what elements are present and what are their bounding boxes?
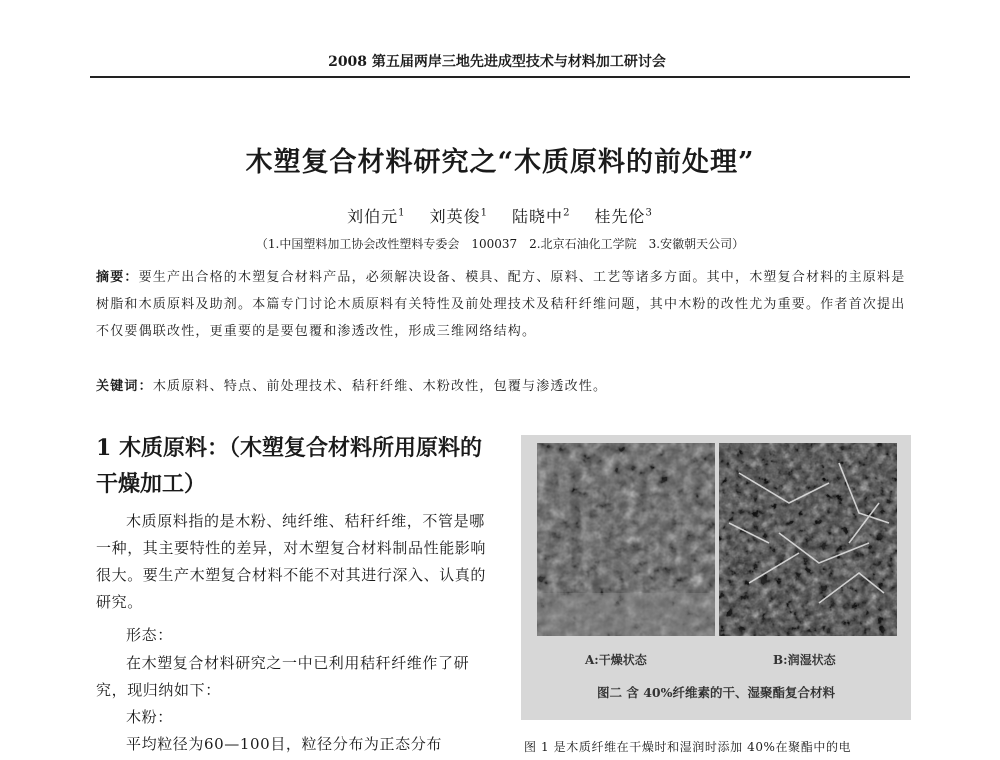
conference-header: 2008 第五届两岸三地先进成型技术与材料加工研讨会 [328,54,666,70]
author-name: 刘英俊 [429,207,481,226]
abstract-text: 要生产出合格的木塑复合材料产品，必须解决设备、模具、配方、原料、工艺等诸多方面。其中，木塑复合材料的主原料是树脂和木质原料及助剂。本篇专门讨论木质原料有关特性及前处理技术及秸秆纤维问题，其中木粉的改性尤为重要。作者首次提出不仅要偶联改性，更重要的是要包覆和渗透改性，形成三维网络结构。 [96,270,906,339]
author-1 [347,207,405,226]
body-paragraph-2: 在木塑复合材料研究之一中已利用秸秆纤维作了研究，现归纳如下： [96,654,470,699]
author-name: 桂先伦 [594,207,646,226]
figure-caption: 图二 含 40%纤维素的干、湿聚酯复合材料 [597,685,835,700]
sem-figure [521,435,911,720]
author-sup: 2 [563,207,571,219]
keywords-label: 关键词： [96,379,153,394]
section-heading: 1 木质原料：（木塑复合材料所用原料的干燥加工） [96,435,482,497]
sem-panel-dry [537,443,715,636]
figure-label-wet: B:润湿状态 [773,653,836,667]
keywords [96,373,908,400]
author-3 [512,207,570,226]
author-4 [595,207,653,226]
figure-description: 图 1 是木质纤维在干燥时和湿润时添加 40%在聚酯中的电 [524,740,852,754]
abstract [96,264,908,345]
affiliations: （1.中国塑料加工协会改性塑料专委会 100037 2.北京石油化工学院 3.安徽朝天公司） [255,237,745,251]
sem-panel-wet [719,443,897,636]
author-sup: 3 [645,207,653,219]
header-rule [90,76,910,78]
paper-title: 木塑复合材料研究之“木质原料的前处理” [245,147,755,178]
author-name: 刘伯元 [347,207,399,226]
keywords-text: 木质原料、特点、前处理技术、秸秆纤维、木粉改性，包覆与渗透改性。 [152,379,608,394]
body-paragraph-3: 平均粒径为60—100目，粒径分布为正态分布 [126,735,442,753]
abstract-label: 摘要： [96,270,139,285]
author-sup: 1 [398,207,406,219]
subheading-wood-flour: 木粉： [126,708,173,726]
author-2 [430,207,488,226]
author-sup: 1 [480,207,488,219]
body-paragraph-1: 木质原料指的是木粉、纯纤维、秸秆纤维，不管是哪一种，其主要特性的差异，对木塑复合材料制品性能影响很大。要生产木塑复合材料不能不对其进行深入、认真的研究。 [96,512,487,611]
author-list [230,204,770,227]
subheading-morphology: 形态： [126,626,173,644]
figure-label-dry: A:干燥状态 [585,653,647,667]
author-name: 陆晓中 [512,207,564,226]
